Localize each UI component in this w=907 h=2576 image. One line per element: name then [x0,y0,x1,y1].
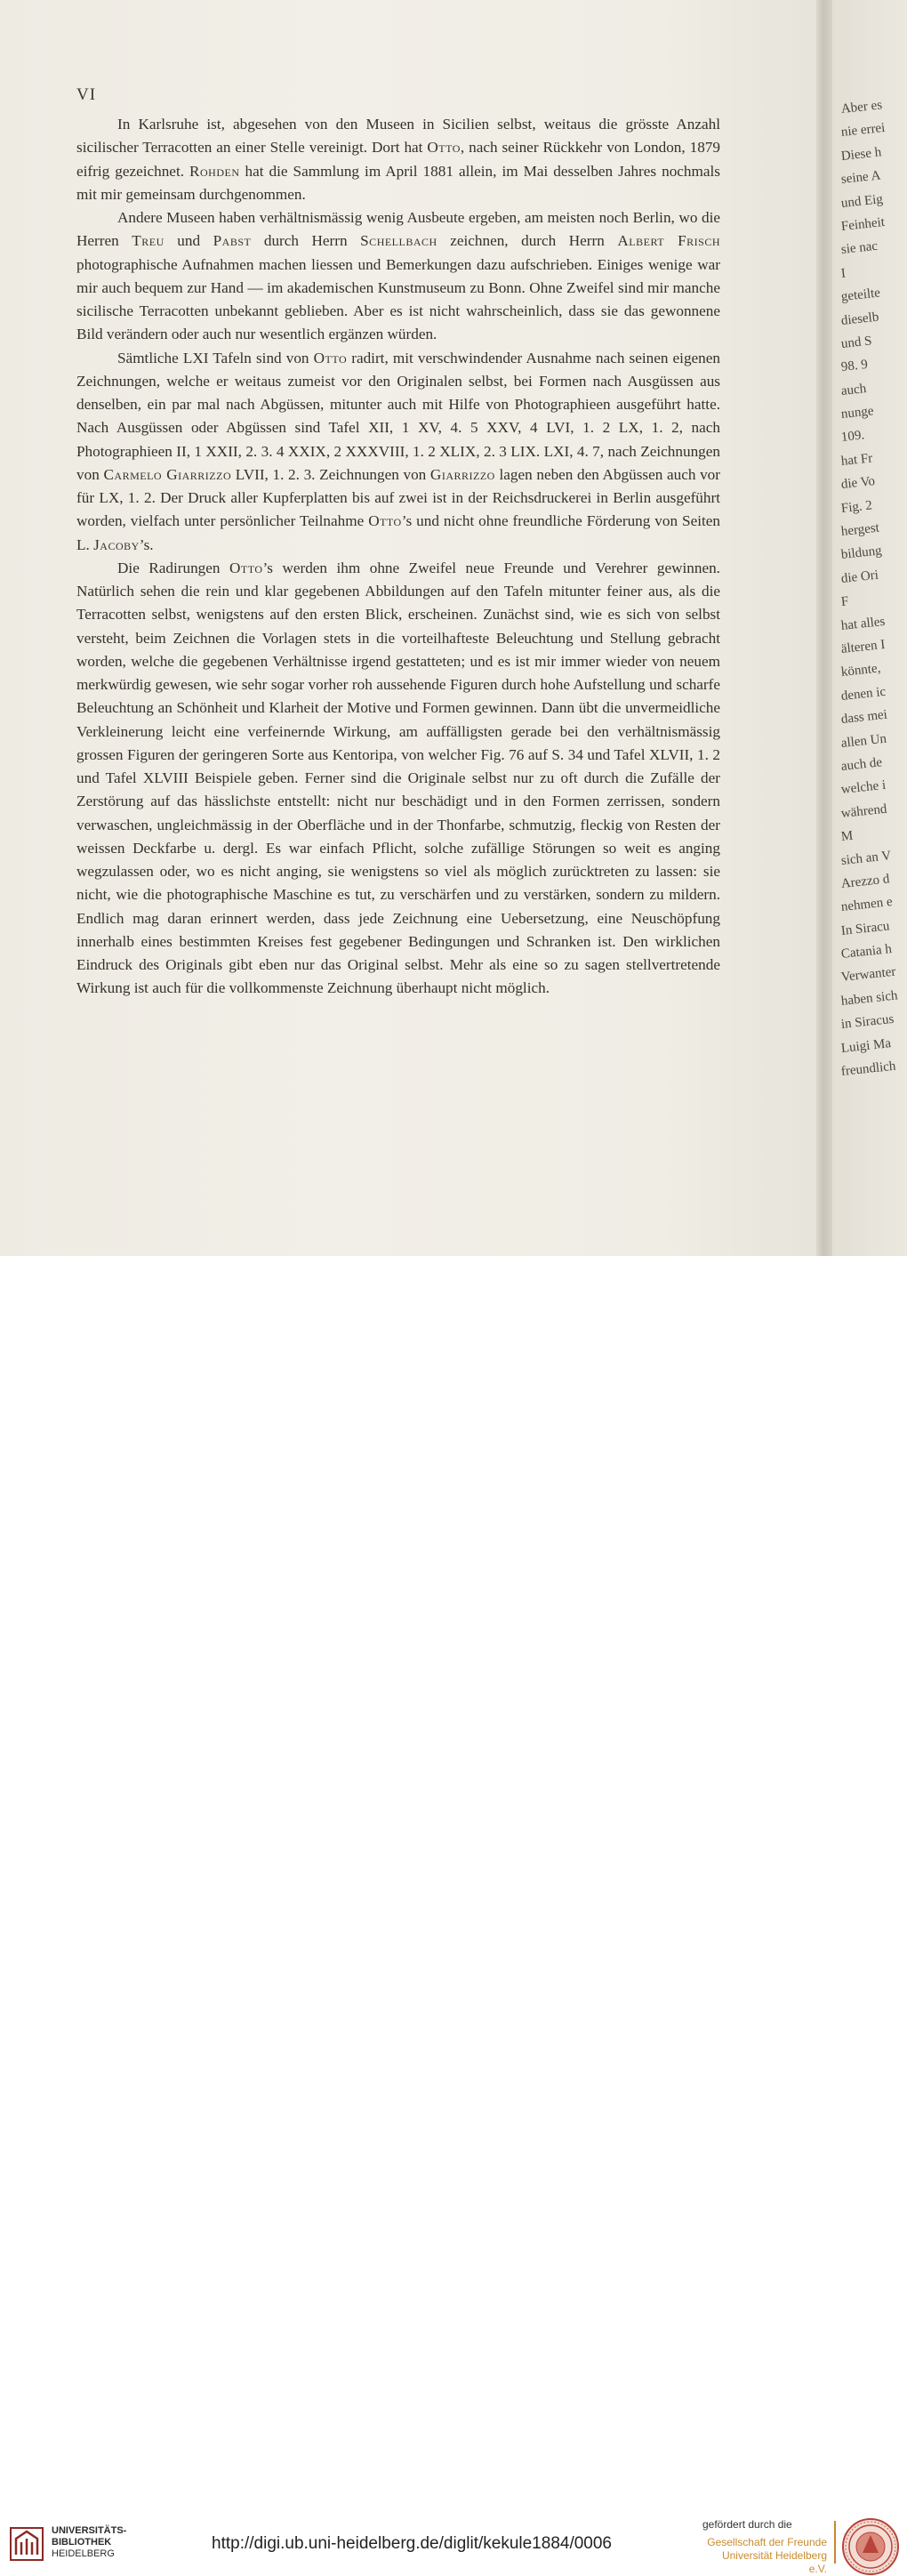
adjacent-page-line: M [840,828,855,845]
adjacent-page-line: dass mei [840,707,888,728]
paragraph-text: radirt, mit verschwindender Ausnahme nach seinen eigenen Zeichnungen, welche er weitaus zumeist vor den Originalen selbst, bei Formen nach Ausgüssen aus denselben, ein par mal nach Abgüssen, mitunter auch mit Hilfe von Photographieen ausgeführt hatte. Nach Ausgüssen oder Abgüssen sind Tafel XII, 1 XV, 4. 5 XXV, 4 LVI, 1. 2 LX, 1. 2, nach Photographieen II, 1 XXII, 2. 3. 4 XXIX, 2 XXXVIII, 1. 2 XLIX, 2. 3 LIX. LXI, 4. 7, nach Zeichnungen von [76,349,720,483]
sponsor-divider [834,2521,836,2564]
paragraph-text: ’s werden ihm ohne Zweifel neue Freunde und Verehrer gewinnen. Natürlich sehen die rein und klar gegebenen Abbildungen auf den Tafeln mitunter feiner aus, als die Terracotten selbst, wenigstens auf den ersten Blick, erscheinen. Zunächst sind, wie es sich von selbst versteht, beim Zeichnen die Vorlagen stets in die vorteilhafteste Beleuchtung und Stellung gebracht worden, welche die gegebenen Verhältnisse irgend gestatteten; und es ist mir immer wieder von neuem merkwürdig gewesen, wie sehr sogar vorher roh aussehende Figuren durch hohe Aufstellung und scharfe Beleuchtung an Schönheit und Klarheit der Motive und Formen gewinnen. Dann übt die unvermeidliche Verkleinerung leicht eine verfeinernde Wirkung, am auffälligsten gerade bei den verhältnismässig grossen Figuren der geringeren Sorte aus Kentoripa, von welcher Fig. 76 auf S. 34 und Tafel XLVII, 1. 2 und Tafel XLVIII Beispiele geben. Ferner sind die Originale selbst nur zu oft durch die Zufälle der Zerstörung auf das hässlichste entstellt: nicht nur beschädigt und in den Formen zerrissen, sondern verwaschen, ungleichmässig in der Oberfläche und in der Thonfarbe, schmutzig, fleckig von Resten der weissen Deckfarbe u. dergl. Es war einfach Pflicht, solche zufällige Störungen so weit es anging wegzulassen oder, wo es nicht anging, sie wenigstens so viel als möglich zurücktreten zu lassen: sie nicht, wie die photographische Maschine es tut, zu verschärfen und zu verstärken, sondern zu mildern. Endlich mag daran erinnert werden, dass jede Zeichnung eine Uebersetzung, eine Neuschöpfung innerhalb eines bestimmten Kreises fest gegebener Bedingungen und Schranken ist. Den wirklichen Eindruck des Originals gibt eben nur das Original selbst. Mehr als eine so zu sagen stellvertretende Wirkung ist auch für die vollkommenste Zeichnung überhaupt nicht möglich. [76,559,720,997]
library-name-line1: UNIVERSITÄTS- [52,2525,127,2536]
book-page [0,0,825,1256]
paragraph-text: durch Herrn [251,232,361,250]
viewer-footer [0,1256,907,2575]
paragraph-text: , nach seiner Rückkehr von London, 1879 eifrig gezeichnet. [76,139,720,180]
adjacent-page-text [841,98,907,1083]
library-name [52,2525,126,2560]
person-name: Carmelo Giarrizzo [103,465,232,483]
adjacent-page-line: hergest [840,520,880,539]
paragraph-text: photographische Aufnahmen machen liessen und Bemerkungen dazu aufschrieben. Einiges wenige war mir auch bequem zur Hand — im akademischen Kunstmuseum zu Bonn. Ohne Zweifel sind mir manche sicilische Terracotten unbekannt geblieben. Aber es ist nicht wahrscheinlich, dass sie das gewonnene Bild verändern oder auch nur wesentlich ergänzen würden. [76,255,720,343]
person-name: Pabst [213,232,252,250]
sponsor-name-line1: Gesellschaft der Freunde [707,2536,827,2548]
paragraph-2 [76,206,720,347]
adjacent-page-line: Feinheit [840,214,886,234]
adjacent-page-line: während [840,801,888,821]
paragraph-text: und [164,232,213,250]
adjacent-page-line: Aber es [840,98,883,117]
adjacent-page-line: freundlich [840,1059,897,1079]
person-name: Treu [132,232,165,250]
paragraph-3 [76,347,720,557]
adjacent-page-line: geteilte [840,286,881,305]
paragraph-text: ’s und nicht ohne freundliche Förderung von Seiten L. [76,512,720,553]
adjacent-page-line: könnte, [840,661,882,680]
person-name: Rohden [189,162,240,180]
sponsor-name-line2: Universität Heidelberg e.V. [721,2549,827,2575]
adjacent-page-line: F [840,594,850,610]
adjacent-page-line: Verwanter [840,965,897,986]
adjacent-page-line: und S [840,334,873,351]
body-text [76,113,720,1001]
adjacent-page-line: bildung [840,543,883,563]
adjacent-page-line: denen ic [840,684,887,704]
university-seal-icon [841,2517,900,2576]
adjacent-page-line: hat alles [840,614,887,633]
adjacent-page-line: allen Un [840,731,887,751]
person-name: Otto [368,512,402,530]
paragraph-text: In Karlsruhe ist, abgesehen von den Museen in Sicilien selbst, weitaus die grösste Anzahl sicilischer Terracotten an einer Stelle vereinigt. Dort hat [76,116,720,157]
person-name: Jacoby [93,535,140,553]
adjacent-page-line: älteren I [840,637,887,656]
library-name-line3: HEIDELBERG [52,2548,115,2559]
adjacent-page-line: dieselb [840,310,880,328]
adjacent-page-edge [832,0,907,1256]
adjacent-page-line: haben sich [840,988,899,1009]
person-name: Albert Frisch [617,232,721,250]
person-name: Giarrizzo [429,465,495,483]
adjacent-page-line: nunge [840,404,875,423]
adjacent-page-line: Fig. 2 [840,498,873,516]
paragraph-text: lagen neben den Abgüssen auch vor für LX, 1. 2. Der Druck aller Kupferplatten bis auf zwei ist in der Reichsdruckerei in Berlin ausgeführt worden, vielfach unter persönlicher Teilnahme [76,465,720,530]
book-gutter [816,0,832,1256]
paragraph-text: zeichnen, durch Herrn [437,232,618,250]
document-url-link[interactable]: http://digi.ub.uni-heidelberg.de/diglit/kekule1884/0006 [212,2534,612,2553]
adjacent-page-line: hat Fr [840,451,874,469]
adjacent-page-line: Diese h [840,145,882,164]
page-number: VI [76,85,97,104]
library-logo-icon [9,2526,44,2562]
person-name: Otto [313,349,348,366]
library-name-line2: BIBLIOTHEK [52,2537,112,2548]
adjacent-page-line: und Eig [840,191,884,211]
paragraph-4 [76,557,720,1001]
paragraph-text: LVII, 1. 2. 3. Zeichnungen von [231,465,430,483]
adjacent-page-line: nie errei [840,121,887,141]
adjacent-page-line: In Siracu [840,919,891,938]
adjacent-page-line: sich an V [840,848,892,868]
adjacent-page-line: die Vo [840,474,876,493]
person-name: Otto [427,139,461,157]
paragraph-text: hat die Sammlung im April 1881 allein, im Mai desselben Jahres nochmals mit mir gemeinsam durchgenommen. [76,162,720,203]
adjacent-page-line: auch [840,381,867,398]
adjacent-page-line: sie nac [840,239,879,258]
adjacent-page-line: die Ori [840,568,879,586]
paragraph-text: Andere Museen haben verhältnismässig wenig Ausbeute ergeben, am meisten noch Berlin, wo die Herren [76,209,720,250]
sponsor-name [702,2536,827,2576]
adjacent-page-line: 109. [840,428,865,446]
sponsor-intro: gefördert durch die [702,2518,792,2531]
adjacent-page-line: Catania h [840,942,893,962]
adjacent-page-line: welche i [840,778,887,798]
scanned-page [0,0,907,1256]
adjacent-page-line: nehmen e [840,895,894,915]
adjacent-page-line: auch de [840,755,883,774]
adjacent-page-line: I [840,266,847,281]
adjacent-page-line: 98. 9 [840,358,869,375]
person-name: Schellbach [360,232,437,250]
adjacent-page-line: in Siracus [840,1012,895,1033]
person-name: Otto [229,559,263,576]
adjacent-page-line: seine A [840,168,882,188]
paragraph-text: Die Radirungen [117,559,229,576]
adjacent-page-line: Luigi Ma [840,1035,892,1056]
paragraph-1 [76,113,720,206]
paragraph-text: Sämtliche LXI Tafeln sind von [117,349,314,366]
adjacent-page-line: Arezzo d [840,872,891,891]
paragraph-text: ’s. [139,535,154,553]
